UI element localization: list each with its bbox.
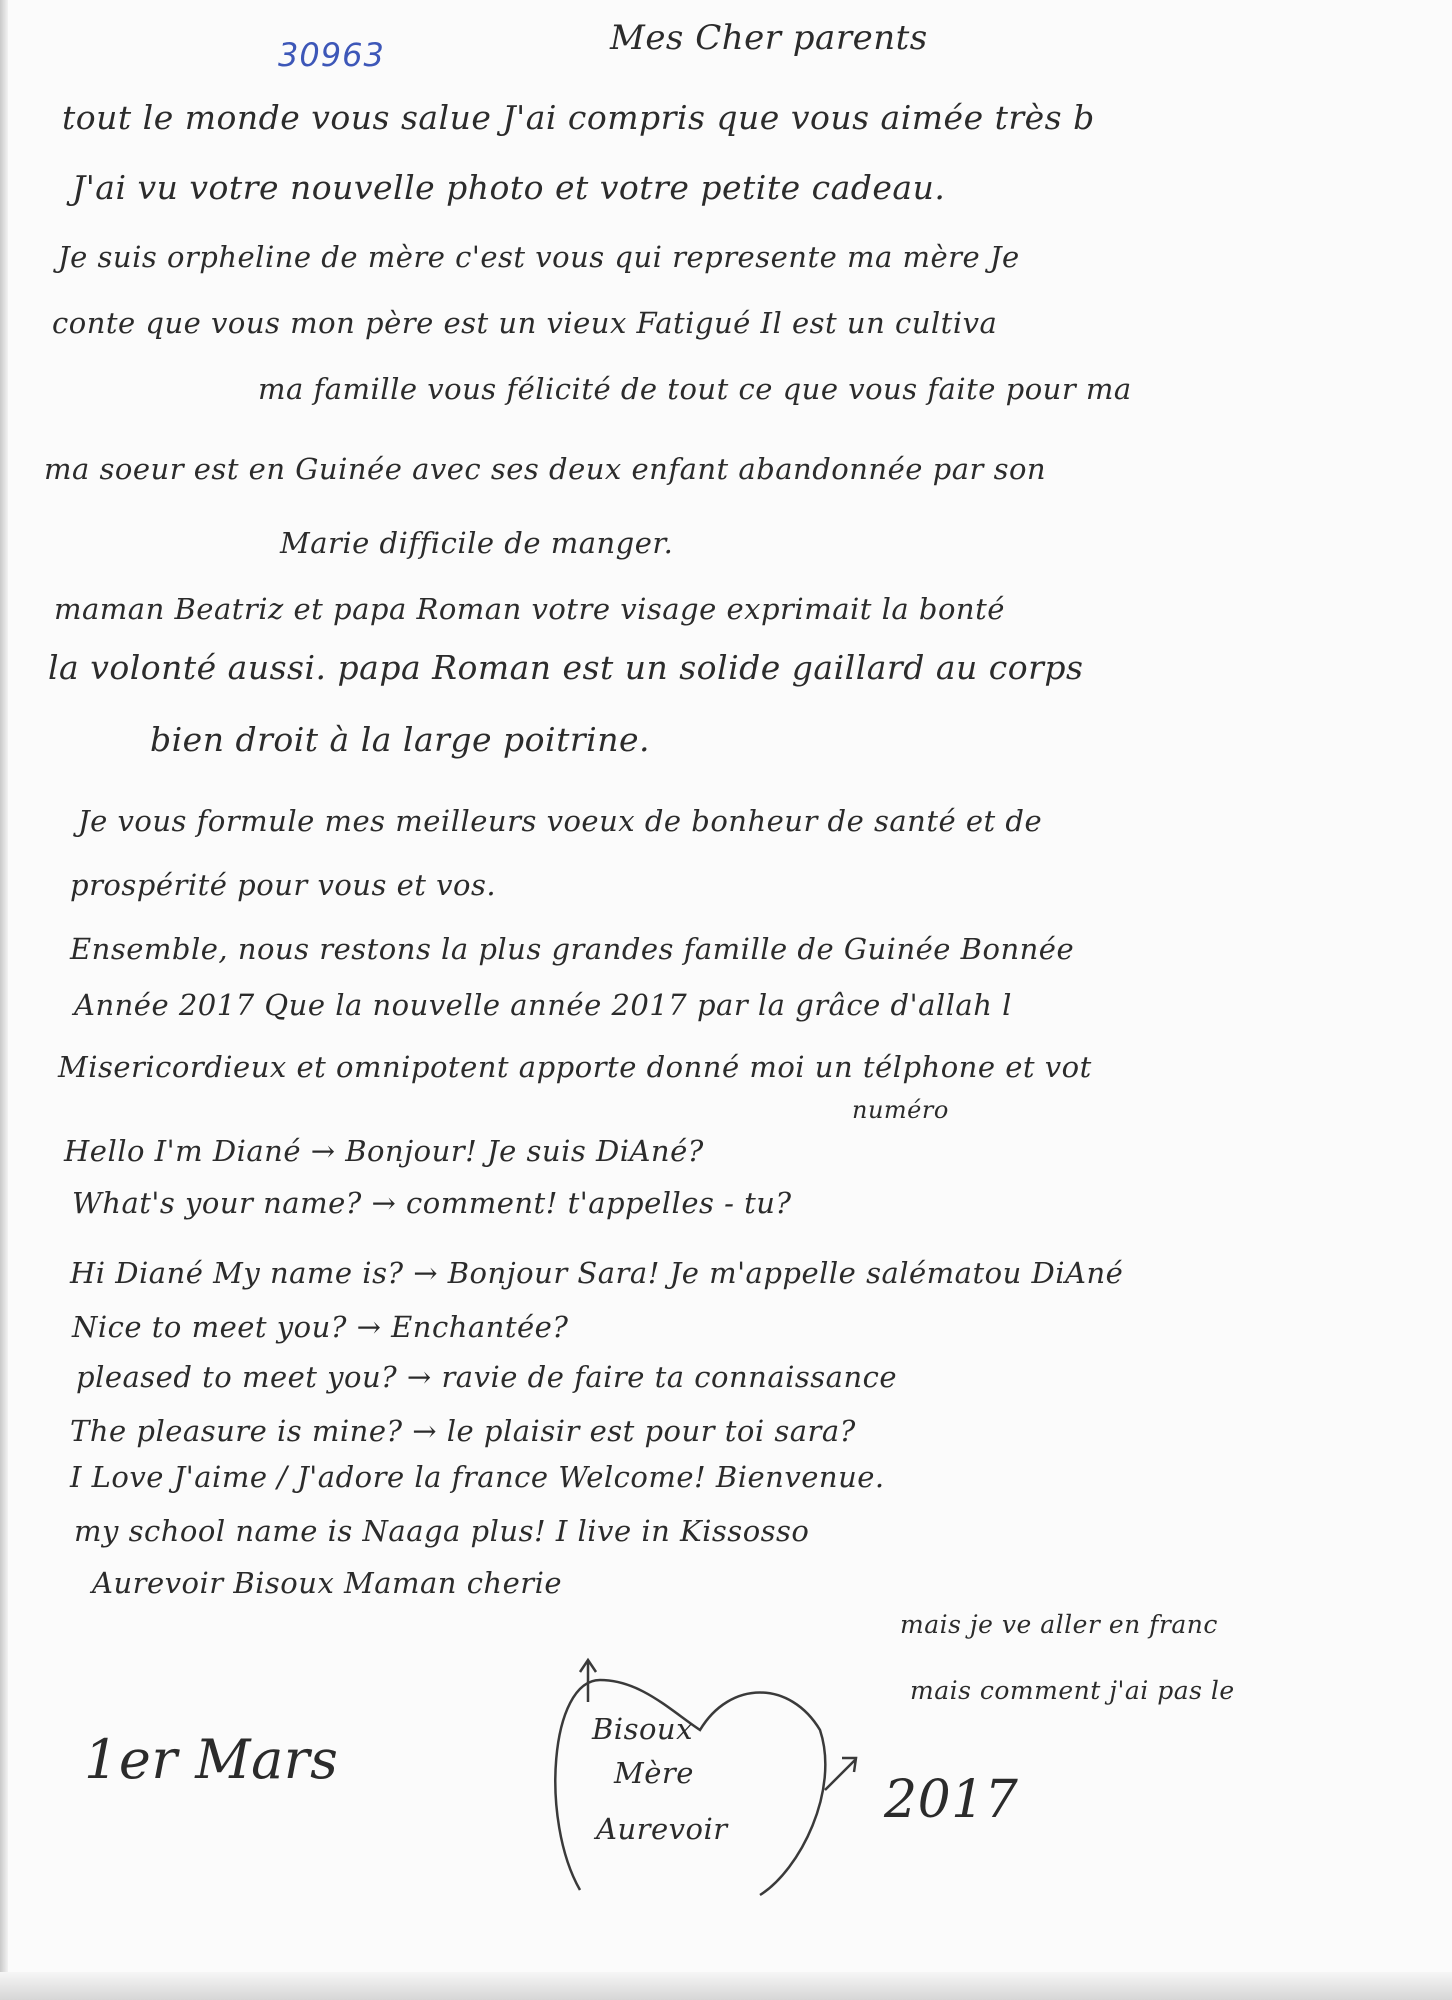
letter-line: Aurevoir Bisoux Maman cherie (92, 1566, 563, 1600)
date-day: 1er Mars (84, 1728, 339, 1791)
scan-edge-bottom (0, 1972, 1452, 2000)
date-year: 2017 (884, 1770, 1019, 1830)
letter-line: conte que vous mon père est un vieux Fatigué Il est un cultiva (52, 306, 998, 340)
letter-line: my school name is Naaga plus! I live in Kissosso (74, 1514, 810, 1548)
letter-line: Je suis orpheline de mère c'est vous qui represente ma mère Je (58, 240, 1020, 274)
letter-line: J'ai vu votre nouvelle photo et votre petite cadeau. (72, 168, 946, 207)
letter-line: Misericordieux et omnipotent apporte donné moi un télphone et vot (58, 1050, 1092, 1084)
letter-line: ma soeur est en Guinée avec ses deux enfant abandonnée par son (44, 452, 1047, 486)
letter-line: Hello I'm Diané → Bonjour! Je suis DiAné? (64, 1134, 704, 1168)
letter-line: ma famille vous félicité de tout ce que vous faite pour ma (258, 372, 1132, 406)
side-note-line: mais je ve aller en franc (900, 1610, 1218, 1639)
heart-text-line: Aurevoir (596, 1812, 728, 1846)
letter-line: la volonté aussi. papa Roman est un solide gaillard au corps (48, 648, 1084, 687)
scan-edge-left (0, 0, 8, 2000)
letter-line: Hi Diané My name is? → Bonjour Sara! Je m'appelle salématou DiAné (70, 1256, 1124, 1290)
letter-line: The pleasure is mine? → le plaisir est pour toi sara? (70, 1414, 856, 1448)
letter-line: bien droit à la large poitrine. (150, 720, 650, 759)
letter-line: What's your name? → comment! t'appelles - tu? (72, 1186, 792, 1220)
letter-line: prospérité pour vous et vos. (70, 868, 497, 902)
letter-line: tout le monde vous salue J'ai compris que vous aimée très b (62, 98, 1095, 137)
side-note-line: mais comment j'ai pas le (910, 1676, 1235, 1705)
letter-line: Nice to meet you? → Enchantée? (72, 1310, 569, 1344)
heart-text-line: Bisoux (592, 1712, 693, 1746)
letter-line: Année 2017 Que la nouvelle année 2017 par la grâce d'allah l (74, 988, 1012, 1022)
heart-text-line: Mère (614, 1756, 694, 1790)
letter-line: maman Beatriz et papa Roman votre visage exprimait la bonté (54, 592, 1005, 626)
reference-number: 30963 (278, 36, 385, 74)
heart-drawing (540, 1640, 880, 1905)
letter-line: numéro (852, 1096, 949, 1124)
letter-line: Ensemble, nous restons la plus grandes famille de Guinée Bonnée (70, 932, 1075, 966)
letter-line: Marie difficile de manger. (280, 526, 674, 560)
letter-line: pleased to meet you? → ravie de faire ta connaissance (76, 1360, 898, 1394)
letter-line: I Love J'aime / J'adore la france Welcome! Bienvenue. (70, 1460, 885, 1494)
letter-line: Je vous formule mes meilleurs voeux de bonheur de santé et de (78, 804, 1043, 838)
letter-greeting: Mes Cher parents (610, 18, 928, 58)
